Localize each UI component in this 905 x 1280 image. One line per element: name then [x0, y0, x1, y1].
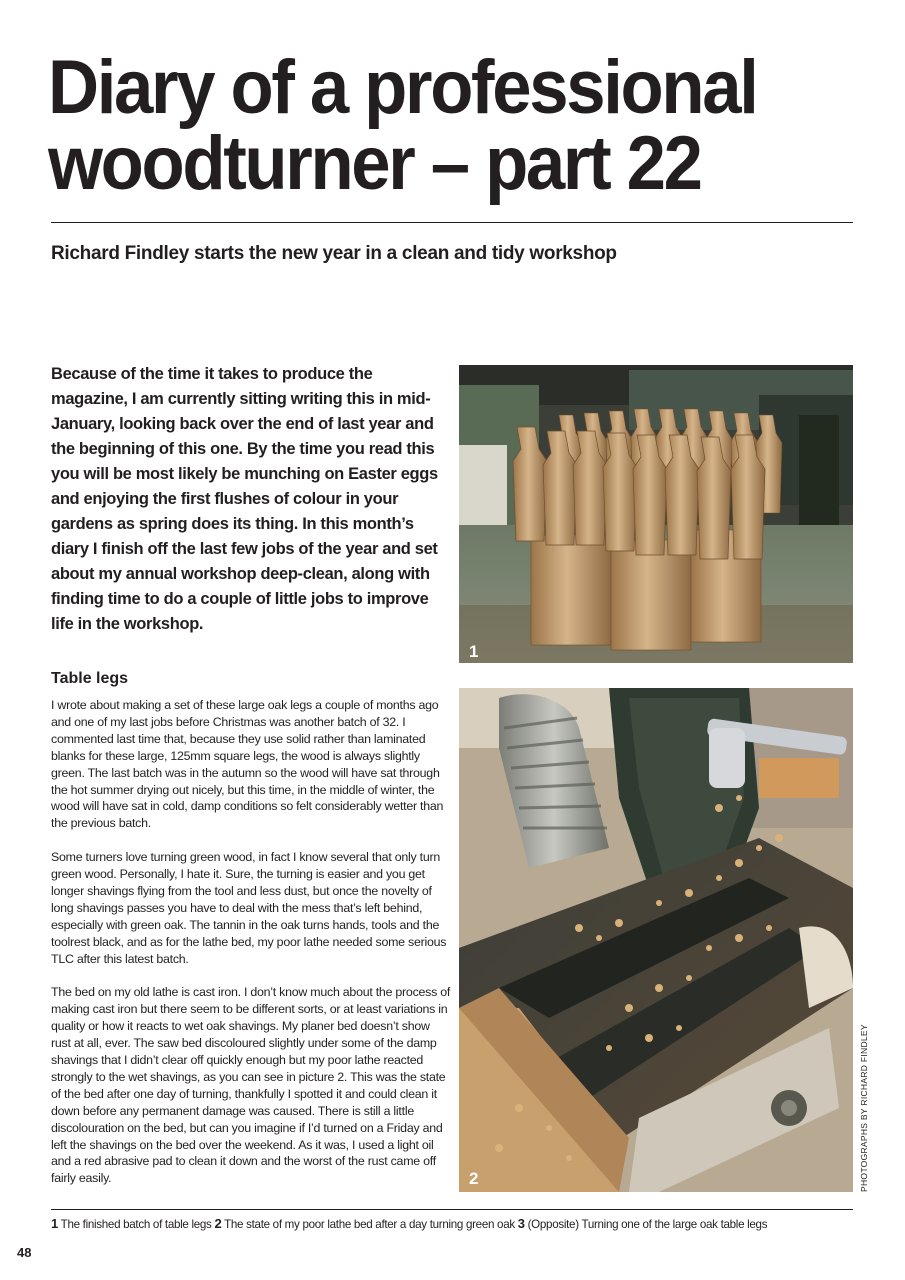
caption-number: 3 — [517, 1216, 525, 1231]
caption-number: 2 — [214, 1216, 222, 1231]
title-line-1: Diary of a professional — [48, 45, 757, 130]
body-paragraph: I wrote about making a set of these large oak legs a couple of months ago and one of my last jobs before Christmas was another batch of 32. I commented last time that, because they use solid rather than laminated blanks for these large, 125mm square legs, the wood is always slightly green. The last batch was in the autumn so the wood will have sat through the hot summer drying out nicely, but this time, in the middle of winter, the wood will have sat in cold, damp conditions so felt considerably wetter than the previous batch. — [51, 698, 444, 831]
section-heading: Table legs — [51, 670, 129, 687]
body-text — [51, 697, 451, 1204]
body-paragraph: Some turners love turning green wood, in fact I know several that only turn green wood. Personally, I hate it. Sure, the turning is easier and you get longer shavings flying from the tool and less dust, but once the novelty of long shavings passes you have to deal with the mess that’s left behind, especially with green oak. The tannin in the oak turns hands, tools and the toolrest black, and as for the lathe bed, my poor lathe needed some serious TLC after this latest batch. — [51, 850, 447, 966]
standfirst: Richard Findley starts the new year in a clean and tidy workshop — [51, 243, 617, 264]
title-line-2: woodturner – part 22 — [48, 121, 701, 206]
caption-text: The finished batch of table legs — [60, 1218, 212, 1231]
caption-divider — [51, 1209, 853, 1210]
intro-paragraph: Because of the time it takes to produce the magazine, I am currently sitting writing this in mid-January, looking back over the end of last year and the beginning of this one. By the time you read this you will be most likely be munching on Easter eggs and enjoying the first flushes of colour in your gardens as spring does its thing. In this month’s diary I finish off the last few jobs of the year and set about my annual workshop deep-clean, along with finding time to do a couple of little jobs to improve life in the workshop. — [51, 365, 438, 633]
lathe-bed-illustration — [459, 688, 853, 1192]
photo-number: 2 — [469, 1169, 479, 1188]
photo-table-legs — [459, 365, 853, 663]
caption-number: 1 — [51, 1216, 58, 1231]
photo-credit: PHOTOGRAPHS BY RICHARD FINDLEY — [859, 1024, 869, 1192]
table-legs-illustration — [459, 365, 853, 663]
caption-text: The state of my poor lathe bed after a day turning green oak — [224, 1218, 515, 1231]
article-title — [48, 45, 811, 206]
photo-lathe-bed — [459, 688, 853, 1192]
title-divider — [51, 222, 853, 223]
caption-text: (Opposite) Turning one of the large oak table legs — [527, 1218, 768, 1231]
page-number: 48 — [17, 1245, 32, 1260]
body-paragraph: The bed on my old lathe is cast iron. I don’t know much about the process of making cast iron but there seem to be different sorts, or at least variations in quality or how it reacts to wet oak shavings. My planer bed doesn’t show rust at all, ever. The saw bed discoloured slightly under some of the damp shavings that I didn’t clear off quickly enough but my poor lathe reacted strongly to the wet shavings, as you can see in picture 2. This was the state of the bed after one day of turning, thankfully I spotted it and could clean it down before any permanent damage was caused. There is still a little discolouration on the bed, but can you imagine if I’d turned on a Friday and left the shavings on the bed over the weekend. As it was, I used a light oil and a red abrasive pad to clean it down and the worst of the rust came off fairly easily. — [51, 985, 451, 1186]
photo-captions — [51, 1216, 853, 1233]
photo-number: 1 — [469, 642, 479, 661]
